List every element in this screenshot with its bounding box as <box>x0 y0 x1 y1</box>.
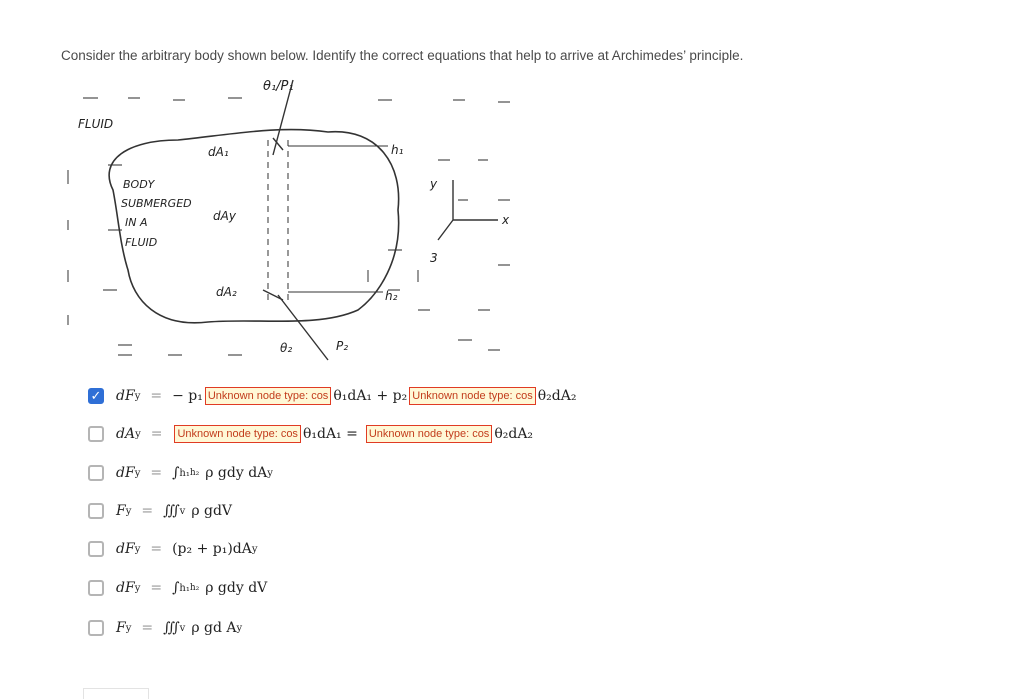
depth-lines <box>288 146 388 292</box>
theta2-label: θ₂ <box>280 341 293 355</box>
area-elements <box>263 138 283 300</box>
opt5-lhs-sub: y <box>134 543 141 555</box>
checkbox-3[interactable] <box>88 465 104 481</box>
h1-label: h₁ <box>391 143 404 157</box>
da1-label: dA₁ <box>208 145 229 159</box>
option-2-math <box>116 425 533 443</box>
p2-label: P₂ <box>336 339 349 353</box>
x-axis-label: x <box>502 213 510 227</box>
opt3-rhs: ρ gdy dA <box>205 465 268 481</box>
opt7-int-sub: v <box>179 622 186 634</box>
equals-sign: = <box>150 465 163 481</box>
opt5-rhs-sub: y <box>251 543 258 555</box>
equals-sign: = <box>150 388 163 404</box>
opt7-triple-integral: ∭ <box>163 620 180 636</box>
option-3[interactable] <box>88 462 273 484</box>
option-5-math <box>116 541 258 557</box>
equals-sign: = <box>150 541 163 557</box>
opt1-end: θ₂dA₂ <box>537 388 577 404</box>
fluid-label: FLUID <box>78 117 114 131</box>
option-5[interactable] <box>88 538 258 560</box>
render-error-badge: Unknown node type: cos <box>366 425 492 443</box>
option-1-math <box>116 387 576 405</box>
opt6-int-sub: h₁ <box>179 582 190 594</box>
opt7-rhs-sub: y <box>236 622 243 634</box>
opt7-rhs: ρ gd A <box>191 620 237 636</box>
integral-sign: ∫ <box>172 465 180 481</box>
equals-sign: = <box>141 503 154 519</box>
day-label: dAy <box>213 209 236 223</box>
submerged-body-figure <box>58 70 528 370</box>
opt6-lhs-sub: y <box>134 582 141 594</box>
opt5-lhs: dF <box>116 541 135 557</box>
opt7-lhs: F <box>116 620 126 636</box>
render-error-badge: Unknown node type: cos <box>409 387 535 405</box>
option-7-math <box>116 620 242 636</box>
checkbox-6[interactable] <box>88 580 104 596</box>
opt4-lhs-sub: y <box>125 505 132 517</box>
opt2-mid: θ₁dA₁ = <box>302 426 358 442</box>
option-2[interactable] <box>88 423 533 445</box>
opt3-lhs: dF <box>116 465 135 481</box>
option-4-math <box>116 503 232 519</box>
body-label-1: BODY <box>123 178 155 191</box>
option-6[interactable] <box>88 577 267 599</box>
checkbox-7[interactable] <box>88 620 104 636</box>
integral-sign: ∫ <box>172 580 180 596</box>
opt6-rhs: ρ gdy dV <box>205 580 268 596</box>
opt3-int-sub: h₁ <box>179 467 190 479</box>
body-label-2: SUBMERGED <box>121 197 192 210</box>
opt6-lhs: dF <box>116 580 135 596</box>
da2-label: dA₂ <box>216 285 237 299</box>
y-axis-label: y <box>430 177 438 191</box>
checkbox-2[interactable] <box>88 426 104 442</box>
opt2-lhs-sub: y <box>135 428 141 440</box>
opt4-triple-integral: ∭ <box>163 503 180 519</box>
h2-label: h₂ <box>385 289 398 303</box>
option-1[interactable] <box>88 385 576 407</box>
opt4-lhs: F <box>116 503 126 519</box>
opt5-rhs: (p₂ + p₁)dA <box>172 541 252 557</box>
opt7-lhs-sub: y <box>125 622 132 634</box>
opt3-lhs-sub: y <box>134 467 141 479</box>
render-error-badge: Unknown node type: cos <box>205 387 331 405</box>
opt6-int-sup: h₂ <box>189 583 200 593</box>
opt3-int-sup: h₂ <box>189 468 200 478</box>
opt1-lhs: dF <box>116 388 135 404</box>
option-4[interactable] <box>88 500 232 522</box>
opt4-rhs: ρ gdV <box>191 503 233 519</box>
opt2-lhs: dA <box>116 426 136 442</box>
opt1-lhs-sub: y <box>134 390 141 402</box>
check-icon: ✓ <box>90 388 102 404</box>
option-3-math <box>116 465 273 481</box>
body-outline <box>109 130 399 323</box>
body-label-3: IN A <box>125 216 148 229</box>
equals-sign: = <box>150 580 163 596</box>
theta1-p1-label: θ₁/P₁ <box>263 79 294 94</box>
axes <box>438 180 498 240</box>
opt4-int-sub: v <box>179 505 186 517</box>
checkbox-1[interactable] <box>88 388 104 404</box>
checkbox-4[interactable] <box>88 503 104 519</box>
opt1-rhs: − p₁ <box>172 388 203 404</box>
render-error-badge: Unknown node type: cos <box>174 425 300 443</box>
body-label-4: FLUID <box>125 236 158 249</box>
question-text: Consider the arbitrary body shown below. Identify the correct equations that help to arrive at Archimedes’ principle. <box>61 48 744 63</box>
prism-lines <box>268 140 288 300</box>
checkbox-5[interactable] <box>88 541 104 557</box>
z-axis-label: 3 <box>430 251 438 265</box>
opt2-end: θ₂dA₂ <box>494 426 534 442</box>
equals-sign: = <box>150 426 163 442</box>
partial-button[interactable] <box>83 688 149 699</box>
opt1-mid: θ₁dA₁ + p₂ <box>333 388 408 404</box>
option-7[interactable] <box>88 617 242 639</box>
option-6-math <box>116 580 267 596</box>
equals-sign: = <box>141 620 154 636</box>
opt3-rhs-sub: y <box>267 467 273 479</box>
